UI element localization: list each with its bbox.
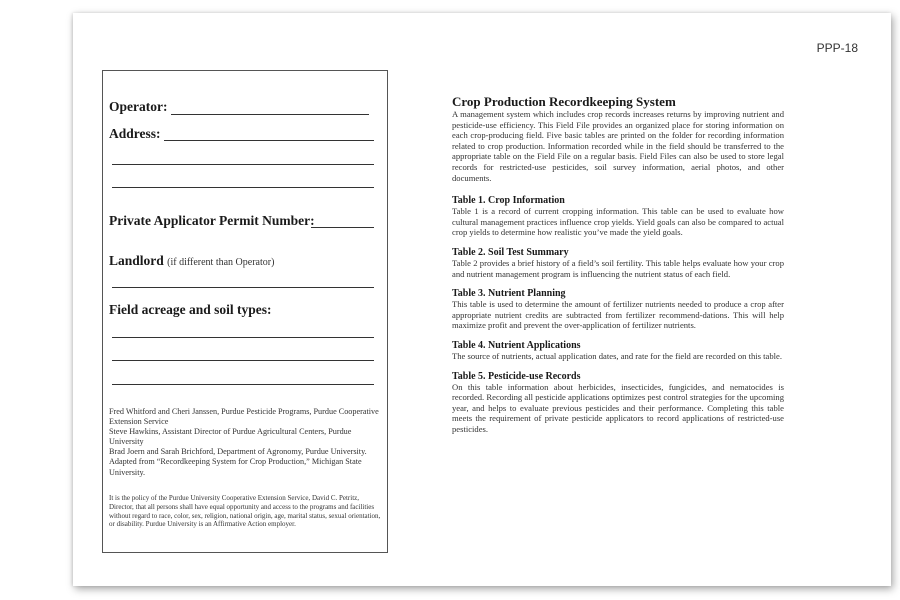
- landlord-blank-line: [112, 287, 374, 288]
- table-2-section: [452, 247, 784, 279]
- address-blank-line-1: [164, 140, 374, 141]
- section-body: On this table information about herbicides, insecticides, fungicides, and nematocides is recorded. Recording all pesticide applications optimizes pest control strategies for the upcoming year, and helps to evaluate previous pesticides and their performance. Completing this table meets the requirement of private pesticide applicators to record applications of restricted-use pesticides.: [452, 381, 784, 434]
- section-body: This table is used to determine the amount of fertilizer nutrients needed to produce a crop after appropriate nutrient credits are subtracted from fertilizer recommend-dations. This will help maximize profit and prevent the over-application of fertilizer nutrients.: [452, 299, 784, 331]
- table-3-section: [452, 288, 784, 331]
- table-5-section: [452, 371, 784, 435]
- section-body: The source of nutrients, actual application dates, and rate for the field are recorded on this table.: [452, 350, 783, 361]
- acreage-blank-line-1: [112, 337, 374, 338]
- landlord-note: (if different than Operator): [167, 257, 275, 268]
- credit-line: Fred Whitford and Cheri Janssen, Purdue Pesticide Programs, Purdue Cooperative Extension Service: [109, 407, 379, 427]
- operator-info-form: [102, 70, 388, 553]
- permit-number-blank-line: [311, 227, 374, 228]
- table-1-section: [452, 195, 784, 238]
- acreage-blank-line-3: [112, 384, 374, 385]
- landlord-label: [109, 253, 274, 269]
- field-acreage-label: Field acreage and soil types:: [109, 302, 272, 317]
- section-heading: Table 1. Crop Information: [452, 195, 565, 207]
- table-4-section: [452, 340, 784, 362]
- operator-label: Operator:: [109, 99, 168, 114]
- section-heading: Table 5. Pesticide-use Records: [452, 370, 581, 382]
- intro-section: [452, 95, 784, 183]
- intro-paragraph: A management system which includes crop records increases returns by improving nutrient and pesticide-use efficiency. This Field File provides an organized place for storing information on each crop-producing field. Five basic tables are printed on the folder for recording information related to crop production. Information recorded while in the field should be transferred to the appropriate table on the Field File on a regular basis. Field Files can also be used to store legal records for restricted-use pesticides, soil survey information, aerial photos, and other documents.: [452, 109, 784, 183]
- acreage-blank-line-2: [112, 360, 374, 361]
- landlord-label-text: Landlord: [109, 253, 164, 268]
- document-page: [73, 13, 891, 586]
- address-label: Address:: [109, 126, 161, 141]
- credit-line: Adapted from “Recordkeeping System for Crop Production,” Michigan State University.: [109, 457, 362, 477]
- section-heading: Table 3. Nutrient Planning: [452, 288, 566, 300]
- section-body: Table 2 provides a brief history of a field’s soil fertility. This table helps evaluate how your crop and nutrient management program is influencing the nutrient status of each field.: [452, 257, 784, 279]
- main-title: Crop Production Recordkeeping System: [452, 94, 676, 109]
- credit-line: Brad Joern and Sarah Brichford, Department of Agronomy, Purdue University.: [109, 447, 367, 457]
- section-heading: Table 2. Soil Test Summary: [452, 246, 569, 258]
- credits-block: [109, 407, 381, 478]
- section-heading: Table 4. Nutrient Applications: [452, 339, 581, 351]
- permit-number-label: Private Applicator Permit Number:: [109, 213, 315, 228]
- section-body: Table 1 is a record of current cropping information. This table can be used to evaluate how cultural management practices influence crop yields. Yield goals can also be compared to actual crop yields to determine how realistic you’ve made the yield goals.: [452, 206, 784, 238]
- equal-opportunity-policy: It is the policy of the Purdue University Cooperative Extension Service, David C. Petritz, Director, that all persons shall have equal opportunity and access to the programs and facilities without regard to race, color, sex, religion, national origin, age, marital status, sexual orientation, or disability. Purdue University is an Affirmative Action employer.: [109, 494, 381, 529]
- credit-line: Steve Hawkins, Assistant Director of Purdue Agricultural Centers, Purdue University: [109, 427, 352, 447]
- address-blank-line-2: [112, 164, 374, 165]
- page-code: PPP-18: [816, 41, 858, 55]
- address-blank-line-3: [112, 187, 374, 188]
- main-content: [452, 95, 784, 443]
- operator-blank-line: [171, 114, 369, 115]
